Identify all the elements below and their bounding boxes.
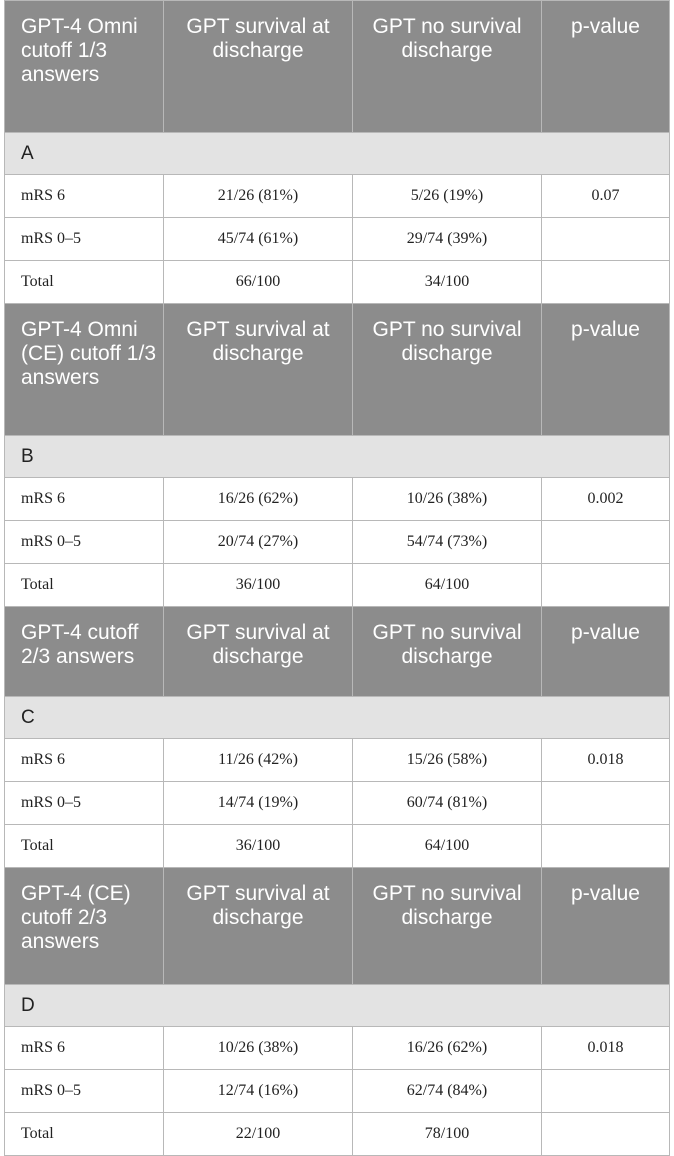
cell-no-survival: 64/100	[353, 564, 542, 607]
cell-p-value: 0.07	[542, 175, 670, 218]
table-row	[5, 564, 670, 607]
cell-p-value	[542, 1113, 670, 1156]
row-label: Total	[5, 261, 164, 304]
section-label-row-b	[5, 436, 670, 478]
header-model: GPT-4 (CE) cutoff 2/3 answers	[5, 868, 164, 985]
cell-survival: 20/74 (27%)	[164, 521, 353, 564]
row-label: Total	[5, 825, 164, 868]
header-no-survival: GPT no survival discharge	[353, 607, 542, 697]
cell-survival: 16/26 (62%)	[164, 478, 353, 521]
row-label: mRS 6	[5, 1027, 164, 1070]
section-label: B	[5, 436, 670, 478]
section-label-row-d	[5, 985, 670, 1027]
table-row	[5, 739, 670, 782]
cell-p-value: 0.002	[542, 478, 670, 521]
cell-no-survival: 5/26 (19%)	[353, 175, 542, 218]
cell-survival: 10/26 (38%)	[164, 1027, 353, 1070]
row-label: mRS 0–5	[5, 218, 164, 261]
header-survival: GPT survival at discharge	[164, 304, 353, 436]
row-label: mRS 6	[5, 175, 164, 218]
cell-survival: 45/74 (61%)	[164, 218, 353, 261]
cell-p-value: 0.018	[542, 1027, 670, 1070]
cell-p-value: 0.018	[542, 739, 670, 782]
section-header-row-b	[5, 304, 670, 436]
section-header-row-a	[5, 1, 670, 133]
section-label: C	[5, 697, 670, 739]
section-header-row-d	[5, 868, 670, 985]
header-no-survival: GPT no survival discharge	[353, 1, 542, 133]
header-survival: GPT survival at discharge	[164, 868, 353, 985]
cell-p-value	[542, 825, 670, 868]
header-p-value: p-value	[542, 607, 670, 697]
cell-no-survival: 34/100	[353, 261, 542, 304]
table-row	[5, 478, 670, 521]
row-label: mRS 0–5	[5, 1070, 164, 1113]
cell-no-survival: 54/74 (73%)	[353, 521, 542, 564]
row-label: Total	[5, 1113, 164, 1156]
cell-no-survival: 29/74 (39%)	[353, 218, 542, 261]
row-label: mRS 6	[5, 739, 164, 782]
cell-no-survival: 78/100	[353, 1113, 542, 1156]
cell-no-survival: 16/26 (62%)	[353, 1027, 542, 1070]
table-row	[5, 782, 670, 825]
cell-no-survival: 10/26 (38%)	[353, 478, 542, 521]
cell-survival: 22/100	[164, 1113, 353, 1156]
cell-p-value	[542, 782, 670, 825]
section-label: D	[5, 985, 670, 1027]
cell-survival: 14/74 (19%)	[164, 782, 353, 825]
cell-p-value	[542, 564, 670, 607]
row-label: mRS 0–5	[5, 521, 164, 564]
cell-no-survival: 62/74 (84%)	[353, 1070, 542, 1113]
cell-survival: 11/26 (42%)	[164, 739, 353, 782]
section-label-row-c	[5, 697, 670, 739]
header-model: GPT-4 Omni cutoff 1/3 answers	[5, 1, 164, 133]
results-table	[4, 0, 670, 1156]
section-header-row-c	[5, 607, 670, 697]
cell-p-value	[542, 261, 670, 304]
row-label: mRS 0–5	[5, 782, 164, 825]
table-row	[5, 175, 670, 218]
table-row	[5, 1070, 670, 1113]
table-row	[5, 825, 670, 868]
cell-p-value	[542, 218, 670, 261]
cell-no-survival: 15/26 (58%)	[353, 739, 542, 782]
row-label: Total	[5, 564, 164, 607]
cell-survival: 36/100	[164, 825, 353, 868]
cell-survival: 36/100	[164, 564, 353, 607]
table-row	[5, 521, 670, 564]
cell-no-survival: 60/74 (81%)	[353, 782, 542, 825]
section-label-row-a	[5, 133, 670, 175]
section-label: A	[5, 133, 670, 175]
header-p-value: p-value	[542, 304, 670, 436]
header-p-value: p-value	[542, 1, 670, 133]
header-model: GPT-4 cutoff 2/3 answers	[5, 607, 164, 697]
table-row	[5, 218, 670, 261]
header-survival: GPT survival at discharge	[164, 1, 353, 133]
cell-survival: 12/74 (16%)	[164, 1070, 353, 1113]
cell-survival: 21/26 (81%)	[164, 175, 353, 218]
cell-survival: 66/100	[164, 261, 353, 304]
cell-no-survival: 64/100	[353, 825, 542, 868]
header-no-survival: GPT no survival discharge	[353, 868, 542, 985]
cell-p-value	[542, 1070, 670, 1113]
table-row	[5, 1113, 670, 1156]
header-survival: GPT survival at discharge	[164, 607, 353, 697]
cell-p-value	[542, 521, 670, 564]
table-row	[5, 261, 670, 304]
header-model: GPT-4 Omni (CE) cutoff 1/3 answers	[5, 304, 164, 436]
header-p-value: p-value	[542, 868, 670, 985]
header-no-survival: GPT no survival discharge	[353, 304, 542, 436]
row-label: mRS 6	[5, 478, 164, 521]
table-row	[5, 1027, 670, 1070]
